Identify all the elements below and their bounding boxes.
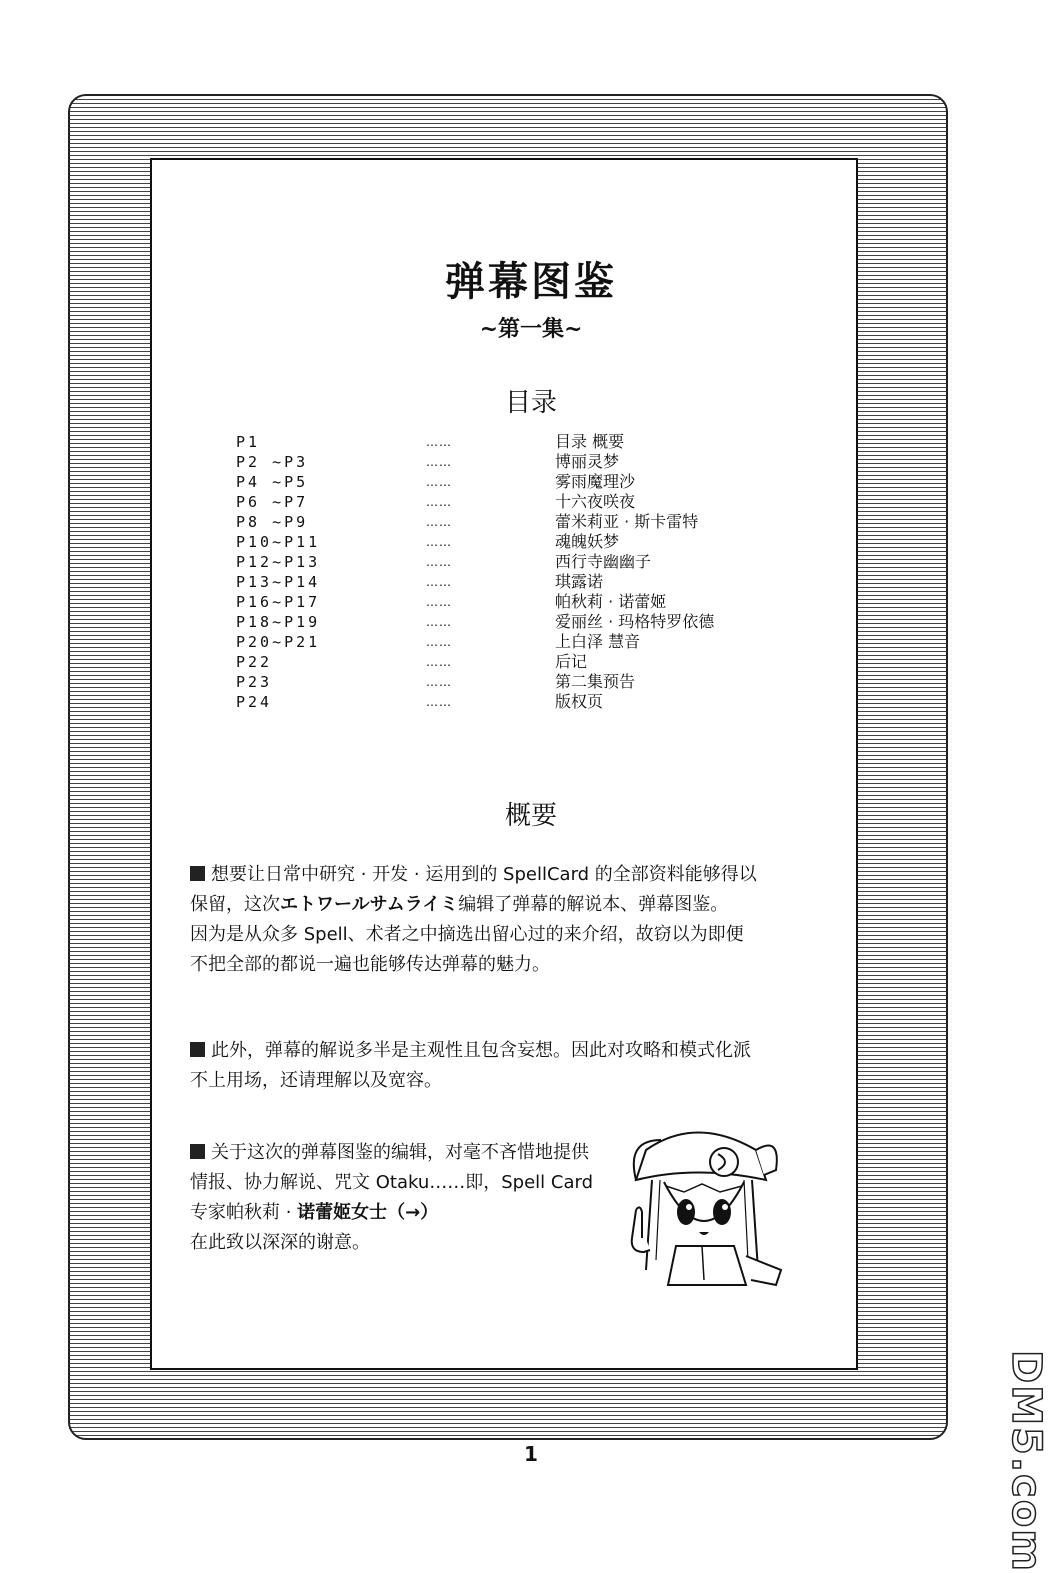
summary-paragraph-3 [190,1138,620,1258]
toc-dots: …… [426,695,452,709]
toc-row [236,452,796,472]
paragraph-line: 在此致以深深的谢意。 [190,1232,370,1253]
toc-label: 爱丽丝 · 玛格特罗依德 [555,612,715,631]
toc-dots: …… [426,455,452,469]
toc-row [236,612,796,632]
toc-label: 雾雨魔理沙 [555,472,636,491]
toc-row [236,692,796,712]
paragraph-line: 情报、协力解说、咒文 Otaku……即，Spell Card [190,1172,594,1193]
toc-pages: P20~P21 [236,633,321,651]
toc-row [236,472,796,492]
paragraph-line: 不把全部的都说一遍也能够传达弹幕的魅力。 [190,954,550,975]
paragraph-text: 此外，弹幕的解说多半是主观性且包含妄想。因此对攻略和模式化派 [211,1040,751,1061]
paragraph-line: 因为是从众多 Spell、术者之中摘选出留心过的来介绍，故窃以为即便 [190,924,744,945]
paragraph-text: 想要让日常中研究 · 开发 · 运用到的 SpellCard 的全部资料能够得以 [211,864,757,885]
toc-row [236,552,796,572]
toc-row [236,432,796,452]
paragraph-line [190,1138,620,1168]
toc-dots: …… [426,535,452,549]
toc-pages: P18~P19 [236,613,321,631]
paragraph-line: 不上用场，还请理解以及宽容。 [190,1070,442,1091]
toc-label: 十六夜咲夜 [555,492,636,511]
table-of-contents [236,432,796,712]
toc-row [236,492,796,512]
paragraph-text: 编辑了弹幕的解说本、弹幕图鉴。 [458,894,729,915]
toc-row [236,512,796,532]
toc-pages: P16~P17 [236,593,321,611]
toc-pages: P2 ~P3 [236,453,309,471]
toc-row [236,532,796,552]
toc-dots: …… [426,475,452,489]
paragraph-line [190,890,830,920]
paragraph-line [190,860,830,890]
toc-dots: …… [426,595,452,609]
paragraph-text: 保留，这次 [190,894,280,915]
toc-row [236,592,796,612]
toc-dots: …… [426,495,452,509]
toc-label: 琪露诺 [555,572,604,591]
toc-label: 目录 概要 [555,432,625,451]
toc-dots: …… [426,515,452,529]
toc-pages: P13~P14 [236,573,321,591]
toc-pages: P4 ~P5 [236,473,309,491]
toc-label: 博丽灵梦 [555,452,620,471]
page-number: 1 [524,1442,538,1466]
circle-name: エトワールサムライミ [280,894,459,915]
toc-row [236,652,796,672]
toc-dots: …… [426,575,452,589]
square-bullet-icon [190,1042,205,1057]
toc-pages: P22 [236,653,273,671]
square-bullet-icon [190,1144,205,1159]
toc-row [236,672,796,692]
document-title: 弹幕图鉴 [445,259,617,305]
toc-label: 西行寺幽幽子 [555,552,652,571]
toc-pages: P24 [236,693,273,711]
watermark-text: DM5.com [1003,1350,1049,1573]
toc-label: 蕾米莉亚 · 斯卡雷特 [555,512,699,531]
summary-paragraph-2 [190,1036,830,1096]
watermark-logo [1003,1350,1049,1573]
toc-label: 第二集预告 [555,672,636,691]
toc-pages: P10~P11 [236,533,321,551]
toc-dots: …… [426,435,452,449]
toc-dots: …… [426,635,452,649]
toc-row [236,632,796,652]
toc-heading: 目录 [504,388,557,418]
toc-label: 版权页 [555,692,604,711]
toc-dots: …… [426,615,452,629]
toc-pages: P12~P13 [236,553,321,571]
toc-label: 魂魄妖梦 [555,532,620,551]
toc-pages: P8 ~P9 [236,513,309,531]
paragraph-text-bold: 诺蕾姬女士（→） [297,1202,439,1223]
toc-pages: P23 [236,673,273,691]
toc-label: 帕秋莉 · 诺蕾姬 [555,592,667,611]
paragraph-line [190,1036,830,1066]
paragraph-line [190,1198,620,1228]
toc-pages: P6 ~P7 [236,493,309,511]
toc-label: 上白泽 慧音 [555,632,641,651]
toc-label: 后记 [555,652,588,671]
document-subtitle: ~第一集~ [479,316,583,342]
paragraph-text: 关于这次的弹幕图鉴的编辑，对毫不吝惜地提供 [211,1142,589,1163]
toc-dots: …… [426,555,452,569]
toc-dots: …… [426,655,452,669]
summary-heading: 概要 [504,801,557,831]
summary-paragraph-1 [190,860,830,980]
mascot-illustration-icon [606,1120,786,1290]
toc-pages: P1 [236,433,261,451]
toc-row [236,572,796,592]
paragraph-text: 专家帕秋莉 · [190,1202,298,1223]
square-bullet-icon [190,866,205,881]
toc-dots: …… [426,675,452,689]
